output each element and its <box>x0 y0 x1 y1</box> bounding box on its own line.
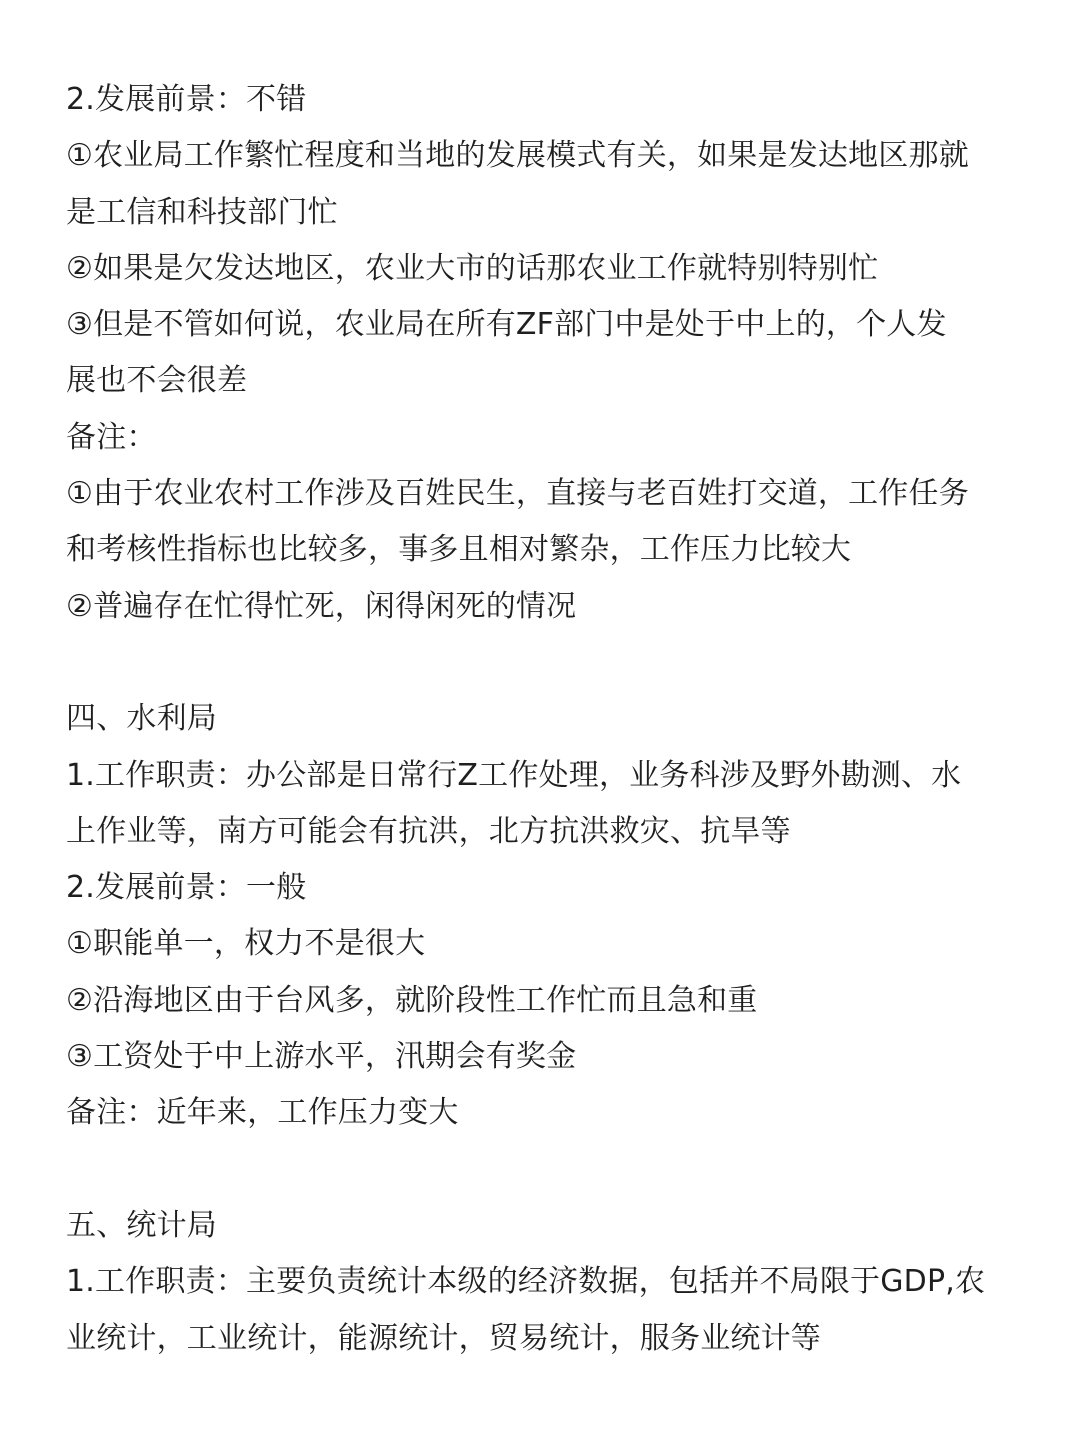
water-duty-line-1: 1.工作职责：办公部是日常行Z工作处理，业务科涉及野外勘测、水 <box>66 757 962 793</box>
water-point-3: ③工资处于中上游水平，汛期会有奖金 <box>66 1039 577 1075</box>
agri-point-3-line-1: ③但是不管如何说，农业局在所有ZF部门中是处于中上的，个人发 <box>66 307 947 343</box>
water-point-2: ②沿海地区由于台风多，就阶段性工作忙而且急和重 <box>66 982 758 1018</box>
section-spacer <box>66 1142 1026 1198</box>
stats-duty-line-1: 1.工作职责：主要负责统计本级的经济数据，包括并不局限于GDP,农 <box>66 1264 986 1300</box>
water-heading: 四、水利局 <box>66 701 217 737</box>
agri-note-1-line-2: 和考核性指标也比较多，事多且相对繁杂，工作压力比较大 <box>66 532 852 568</box>
agri-point-1-line-2: 是工信和科技部门忙 <box>66 194 338 230</box>
agri-point-3-line-2: 展也不会很差 <box>66 363 248 399</box>
water-note: 备注：近年来，工作压力变大 <box>66 1095 459 1131</box>
stats-duty-line-2: 业统计，工业统计，能源统计，贸易统计，服务业统计等 <box>66 1320 821 1356</box>
agri-note-2: ②普遍存在忙得忙死，闲得闲死的情况 <box>66 588 577 624</box>
section-spacer <box>66 635 1026 691</box>
agri-point-1-line-1: ①农业局工作繁忙程度和当地的发展模式有关，如果是发达地区那就 <box>66 138 969 174</box>
stats-heading: 五、统计局 <box>66 1207 217 1243</box>
agri-prospects: 2.发展前景：不错 <box>66 82 307 117</box>
water-duty-line-2: 上作业等，南方可能会有抗洪，北方抗洪救灾、抗旱等 <box>66 813 791 849</box>
agri-point-2: ②如果是欠发达地区，农业大市的话那农业工作就特别特别忙 <box>66 250 879 286</box>
document-body <box>66 72 1026 1367</box>
agri-note-1-line-1: ①由于农业农村工作涉及百姓民生，直接与老百姓打交道，工作任务 <box>66 476 969 512</box>
water-prospects: 2.发展前景：一般 <box>66 870 307 906</box>
water-point-1: ①职能单一，权力不是很大 <box>66 926 426 962</box>
agri-note-label: 备注： <box>66 419 157 455</box>
